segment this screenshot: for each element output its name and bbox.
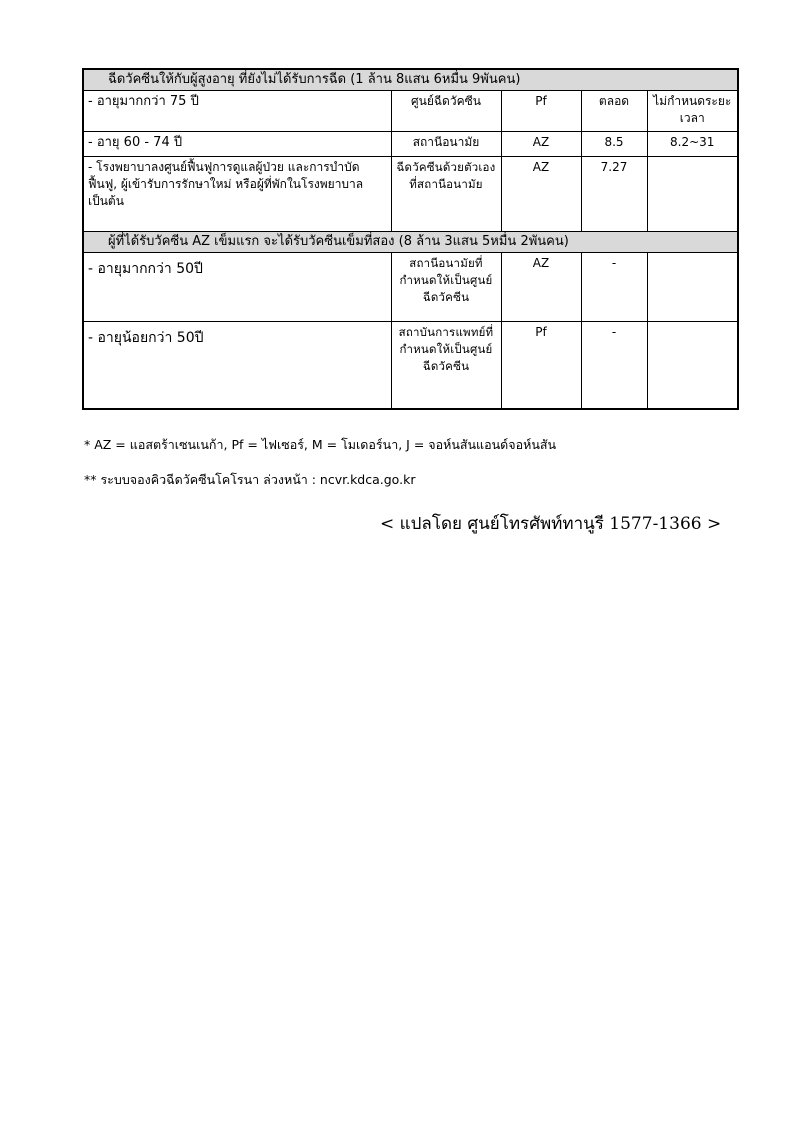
row-date: 7.27 — [581, 157, 647, 232]
row-date: ตลอด — [581, 91, 647, 132]
row-period: 8.2~31 — [647, 132, 738, 157]
table-row — [83, 253, 738, 322]
translation-credit: < แปลโดย ศูนย์โทรศัพท์ทานูรี 1577-1366 > — [380, 514, 722, 534]
row-period: ไม่กำหนดระยะเวลา — [647, 91, 738, 132]
section-title: ผู้ที่ได้รับวัคซีน AZ เข็มแรก จะได้รับวัคซีนเข็มที่สอง (8 ล้าน 3แสน 5หมื่น 2พันคน) — [83, 232, 738, 253]
row-place: สถานีอนามัย — [391, 132, 501, 157]
table-row — [83, 132, 738, 157]
row-description: - โรงพยาบาลงศูนย์ฟื้นฟูการดูแลผู้ป่วย และการบำบัดฟื้นฟู, ผู้เข้ารับการรักษาใหม่ หรือผู้ที่พักในโรงพยาบาล เป็นต้น — [83, 157, 391, 232]
abbreviation-note: * AZ = แอสตร้าเซนเนก้า, Pf = ไฟเซอร์, M = โมเดอร์นา, J = จอห์นสันแอนด์จอห์นสัน — [84, 437, 557, 452]
row-vaccine: Pf — [501, 322, 581, 410]
row-period — [647, 322, 738, 410]
section-title: ฉีดวัคซีนให้กับผู้สูงอายุ ที่ยังไม่ได้รับการฉีด (1 ล้าน 8แสน 6หมื่น 9พันคน) — [83, 69, 738, 91]
row-vaccine: Pf — [501, 91, 581, 132]
vaccination-schedule-table — [82, 68, 739, 410]
row-place: ฉีดวัคซีนด้วยตัวเอง ที่สถานีอนามัย — [391, 157, 501, 232]
row-vaccine: AZ — [501, 132, 581, 157]
row-description: - อายุ 60 - 74 ปี — [83, 132, 391, 157]
row-date: 8.5 — [581, 132, 647, 157]
row-date: - — [581, 322, 647, 410]
row-vaccine: AZ — [501, 253, 581, 322]
row-period — [647, 157, 738, 232]
row-date: - — [581, 253, 647, 322]
row-description: - อายุมากกว่า 50ปี — [83, 253, 391, 322]
section-header-elderly — [83, 69, 738, 91]
row-period — [647, 253, 738, 322]
table-row — [83, 91, 738, 132]
reservation-note: ** ระบบจองคิวฉีดวัคซีนโคโรนา ล่วงหน้า : ncvr.kdca.go.kr — [84, 472, 416, 487]
row-place: ศูนย์ฉีดวัคซีน — [391, 91, 501, 132]
row-place: สถาบันการแพทย์ที่กำหนดให้เป็นศูนย์ฉีดวัคซีน — [391, 322, 501, 410]
row-place: สถานีอนามัยที่กำหนดให้เป็นศูนย์ฉีดวัคซีน — [391, 253, 501, 322]
table-row — [83, 322, 738, 410]
section-header-second-dose — [83, 232, 738, 253]
row-description: - อายุมากกว่า 75 ปี — [83, 91, 391, 132]
row-vaccine: AZ — [501, 157, 581, 232]
row-description: - อายุน้อยกว่า 50ปี — [83, 322, 391, 410]
table-row — [83, 157, 738, 232]
